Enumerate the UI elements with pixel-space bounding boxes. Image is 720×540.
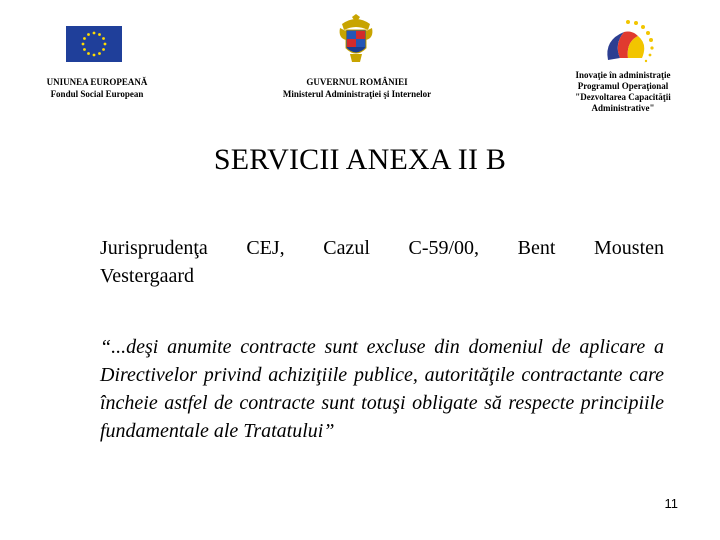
programme-logo-icon bbox=[598, 18, 658, 70]
eu-star bbox=[102, 37, 105, 40]
eu-star bbox=[98, 33, 101, 36]
eu-caption bbox=[22, 76, 172, 100]
case-word: Bent bbox=[517, 237, 556, 259]
eu-caption-line2: Fondul Social European bbox=[50, 89, 144, 99]
case-reference-line2: Vestergaard bbox=[100, 265, 195, 287]
romanian-coat-of-arms-icon bbox=[338, 14, 374, 64]
government-caption bbox=[262, 76, 452, 100]
eu-star bbox=[104, 43, 107, 46]
eu-star bbox=[98, 52, 101, 55]
eu-star bbox=[93, 54, 96, 57]
programme-caption-line4: Administrative" bbox=[591, 103, 655, 113]
eu-star bbox=[83, 48, 86, 51]
page-number: 11 bbox=[664, 496, 678, 511]
case-reference-line1 bbox=[100, 234, 664, 262]
case-reference bbox=[100, 234, 664, 290]
case-word: Mousten bbox=[594, 237, 664, 259]
case-word: Jurisprudenţa bbox=[100, 237, 208, 259]
eu-star bbox=[87, 52, 90, 55]
eu-caption-line1: UNIUNEA EUROPEANĂ bbox=[46, 77, 148, 87]
case-word: Cazul bbox=[323, 237, 370, 259]
eu-star bbox=[83, 37, 86, 40]
programme-caption-line3: "Dezvoltarea Capacităţii bbox=[575, 92, 671, 102]
programme-caption-line1: Inovaţie în administraţie bbox=[575, 70, 671, 80]
government-caption-line1: GUVERNUL ROMÂNIEI bbox=[306, 77, 408, 87]
government-caption-line2: Ministerul Administraţiei şi Internelor bbox=[282, 89, 432, 99]
eu-star bbox=[87, 33, 90, 36]
case-quote: “...deşi anumite contracte sunt excluse din domeniul de aplicare a Directivelor privind achiziţiile publice, autorităţile contractante care încheie astfel de contracte sunt totuşi obligate să respecte principiile fundamentale ale Tratatului” bbox=[100, 336, 664, 442]
slide-title: SERVICII ANEXA II B bbox=[213, 143, 507, 176]
eu-flag-icon bbox=[66, 26, 122, 62]
programme-caption-line2: Programul Operaţional bbox=[577, 81, 669, 91]
eu-star bbox=[82, 43, 85, 46]
case-word: CEJ, bbox=[246, 237, 285, 259]
eu-star bbox=[102, 48, 105, 51]
eu-star bbox=[93, 32, 96, 35]
programme-caption bbox=[556, 70, 690, 114]
case-word: C-59/00, bbox=[408, 237, 480, 259]
